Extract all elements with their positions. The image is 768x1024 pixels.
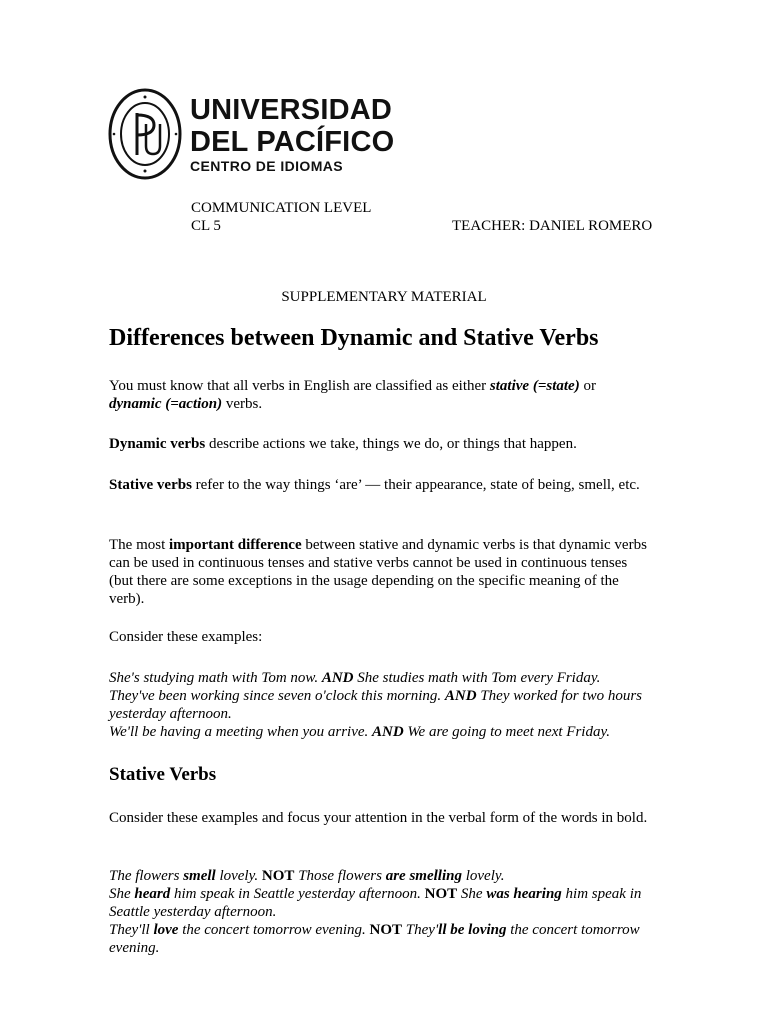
example-line: We'll be having a meeting when you arrive. AND We are going to meet next Friday.	[109, 724, 611, 740]
dynamic-examples-list	[109, 669, 669, 741]
example-line: She heard him speak in Seattle yesterday afternoon. NOT She was hearing him speak in Seattle yesterday afternoon.	[109, 886, 642, 920]
course-name: COMMUNICATION LEVEL	[191, 200, 372, 216]
stative-examples-list	[109, 867, 669, 957]
example-line: She's studying math with Tom now. AND She studies math with Tom every Friday.	[109, 670, 601, 686]
consider-bold-text: Consider these examples and focus your attention in the verbal form of the words in bold.	[109, 810, 648, 826]
dynamic-verbs-paragraph: Dynamic verbs describe actions we take, things we do, or things that happen.	[109, 436, 577, 452]
page-title: Differences between Dynamic and Stative Verbs	[109, 325, 599, 351]
course-level: CL 5	[191, 218, 221, 234]
example-line: They've been working since seven o'clock this morning. AND They worked for two hours yesterday afternoon.	[109, 688, 642, 722]
logo-university-text: UNIVERSIDAD	[190, 94, 392, 126]
stative-verbs-heading: Stative Verbs	[109, 764, 217, 785]
logo-centro-text: CENTRO DE IDIOMAS	[190, 158, 344, 174]
university-logo	[108, 88, 395, 180]
example-line: The flowers smell lovely. NOT Those flowers are smelling lovely.	[109, 868, 505, 884]
difference-paragraph: The most important difference between stative and dynamic verbs is that dynamic verbs can be used in continuous tenses and stative verbs cannot be used in continuous tenses (but there are some exceptions in the usage depending on the specific meaning of the verb).	[109, 537, 647, 607]
intro-paragraph: You must know that all verbs in English are classified as either stative (=state) or dynamic (=action) verbs.	[109, 378, 596, 412]
university-seal-icon	[108, 88, 182, 180]
consider-examples-text: Consider these examples:	[109, 629, 263, 645]
example-line: They'll love the concert tomorrow evening. NOT They'll be loving the concert tomorrow evening.	[109, 922, 640, 956]
stative-verbs-paragraph: Stative verbs refer to the way things ‘are’ — their appearance, state of being, smell, etc.	[109, 477, 640, 493]
supplementary-heading: SUPPLEMENTARY MATERIAL	[281, 289, 487, 305]
teacher-name: TEACHER: DANIEL ROMERO	[452, 218, 653, 234]
logo-del-pacifico-text: DEL PACÍFICO	[190, 126, 395, 158]
